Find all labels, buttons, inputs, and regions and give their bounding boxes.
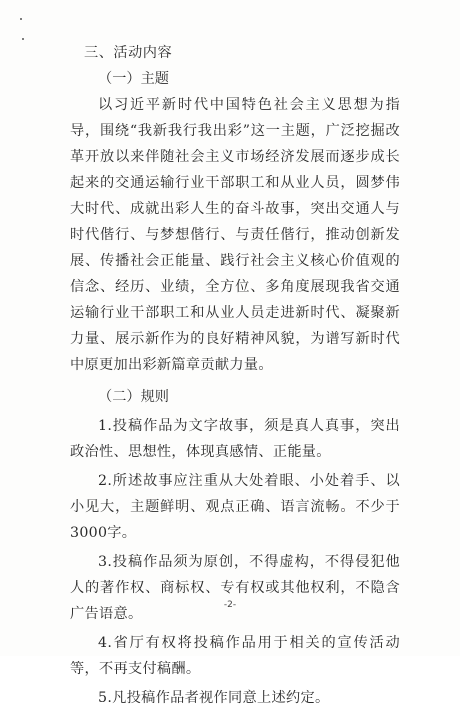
scan-speck bbox=[22, 38, 24, 40]
page-number: -2- bbox=[223, 600, 237, 610]
subsection-heading: （二）规则 bbox=[98, 389, 169, 405]
subsection-theme bbox=[70, 66, 400, 378]
section-title: 三、活动内容 bbox=[84, 45, 173, 61]
rule-item: 1.投稿作品为文字故事，须是真人真事，突出政治性、思想性，体现真感情、正能量。 bbox=[70, 418, 400, 460]
scan-speck bbox=[20, 18, 22, 20]
rule-item: 3.投稿作品须为原创，不得虚构，不得侵犯他人的著作权、商标权、专有权或其他权利，不隐含广告语意。 bbox=[70, 554, 400, 622]
subsection-heading: （一）主题 bbox=[98, 71, 169, 87]
theme-paragraph: 以习近平新时代中国特色社会主义思想为指导，围绕“我新我行我出彩”这一主题，广泛挖掘改革开放以来伴随社会主义市场经济发展而逐步成长起来的交通运输行业干部职工和从业人员，圆梦伟大时代、成就出彩人生的奋斗故事，突出交通人与时代偕行、与梦想偕行、与责任偕行，推动创新发展、传播社会正能量、践行社会主义核心价值观的信念、经历、业绩，全方位、多角度展现我省交通运输行业干部职工和从业人员走进新时代、凝聚新力量、展示新作为的良好精神风貌，为谱写新时代中原更加出彩新篇章贡献力量。 bbox=[70, 97, 400, 373]
document-body bbox=[70, 40, 400, 714]
subsection-rules bbox=[70, 384, 400, 711]
rule-item: 5.凡投稿作品者视作同意上述约定。 bbox=[98, 690, 330, 706]
rule-item: 4.省厅有权将投稿作品用于相关的宣传活动等，不再支付稿酬。 bbox=[70, 635, 400, 677]
rule-item: 2.所述故事应注重从大处着眼、小处着手、以小见大，主题鲜明、观点正确、语言流畅。不少于3000字。 bbox=[70, 473, 400, 541]
